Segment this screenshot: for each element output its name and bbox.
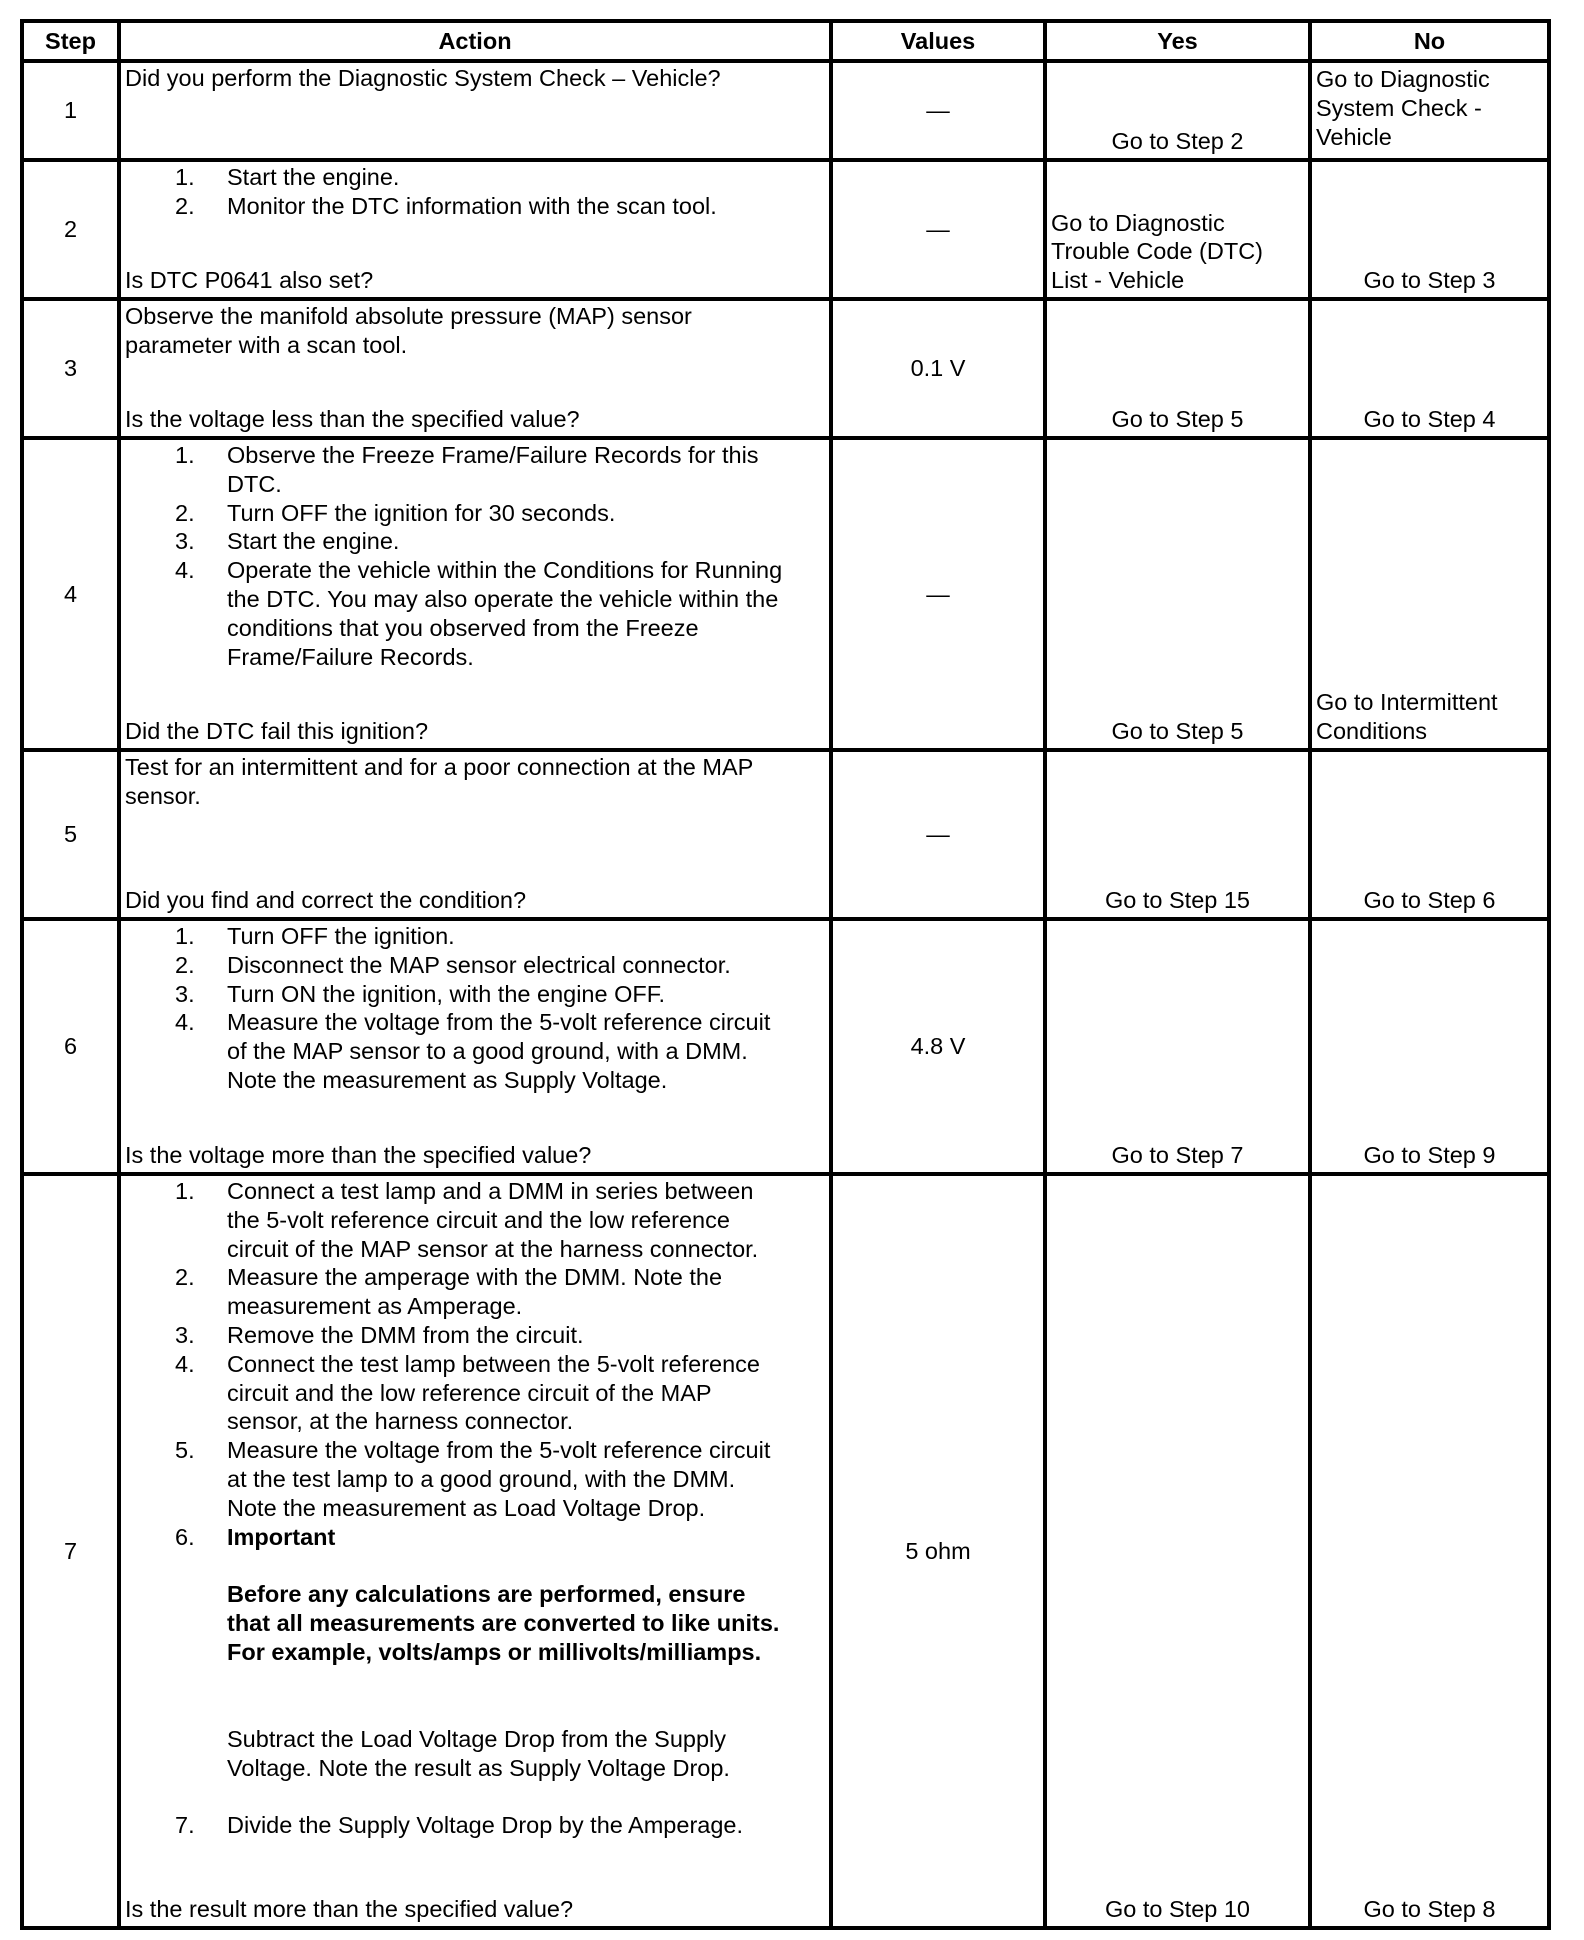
table-row [22, 750, 1549, 919]
table-row [22, 1174, 1549, 1928]
important-label: Important [227, 1523, 336, 1550]
step-number: 4 [22, 438, 119, 750]
action-question: Did you find and correct the condition? [125, 887, 527, 914]
step-number: 7 [22, 1174, 119, 1928]
action-text: Observe the manifold absolute pressure (MAP) sensor parameter with a scan tool. [125, 303, 692, 358]
table-row [22, 61, 1549, 160]
list-item: 1. Start the engine. [175, 164, 400, 190]
action-steps [125, 1177, 825, 1840]
no-cell: Go to Step 6 [1310, 750, 1549, 919]
list-item: 3. Remove the DMM from the circuit. [175, 1321, 584, 1348]
list-item: 2. Turn OFF the ignition for 30 seconds. [175, 499, 616, 526]
list-item: 2. Disconnect the MAP sensor electrical connector. [175, 951, 731, 978]
value-cell: 5 ohm [831, 1174, 1045, 1928]
header-no: No [1310, 21, 1549, 61]
list-item: 1. Turn OFF the ignition. [175, 923, 455, 949]
step-number: 6 [22, 919, 119, 1174]
yes-cell: Go to Step 5 [1045, 299, 1310, 438]
list-item: 7. Divide the Supply Voltage Drop by the Amperage. [175, 1812, 744, 1839]
action-cell [119, 750, 831, 919]
action-question: Is the voltage less than the specified value? [125, 406, 580, 433]
table-row [22, 299, 1549, 438]
no-line: Go to Diagnostic [1316, 66, 1490, 92]
no-cell: Go to Step 3 [1310, 160, 1549, 299]
action-question: Did the DTC fail this ignition? [125, 718, 429, 745]
step-number: 3 [22, 299, 119, 438]
important-note: Before any calculations are performed, ensure that all measurements are converted to like units. For example, volts/amps or millivolts/milliamps. [227, 1581, 780, 1665]
list-item: 2. Measure the amperage with the DMM. Note the measurement as Amperage. [175, 1264, 723, 1320]
list-item: 4. Measure the voltage from the 5-volt reference circuit of the MAP sensor to a good ground, with a DMM. Note the measurement as Supply Voltage. [175, 1009, 771, 1093]
no-cell: Go to Step 4 [1310, 299, 1549, 438]
value-cell: 4.8 V [831, 919, 1045, 1174]
list-item: 1. Observe the Freeze Frame/Failure Records for this DTC. [175, 442, 759, 497]
yes-cell: Go to Step 10 [1045, 1174, 1310, 1928]
no-line: Vehicle [1316, 123, 1392, 150]
diagnostic-table [20, 19, 1551, 1930]
yes-cell: Go to Step 2 [1045, 61, 1310, 160]
action-question: Is the result more than the specified value? [125, 1896, 574, 1923]
action-cell [119, 1174, 831, 1928]
list-item: 4. Connect the test lamp between the 5-volt reference circuit and the low reference circuit of the MAP sensor, at the harness connector. [175, 1350, 760, 1435]
action-cell [119, 919, 831, 1174]
list-item: 3. Start the engine. [175, 528, 400, 555]
action-text: Test for an intermittent and for a poor connection at the MAP sensor. [125, 754, 754, 809]
list-item: 1. Connect a test lamp and a DMM in series between the 5-volt reference circuit and the low reference circuit of the MAP sensor at the harness connector. [175, 1178, 759, 1262]
action-question: Is DTC P0641 also set? [125, 267, 374, 294]
action-cell [119, 299, 831, 438]
subtract-note: Subtract the Load Voltage Drop from the Supply Voltage. Note the result as Supply Voltage Drop. [227, 1725, 730, 1781]
header-action: Action [119, 21, 831, 61]
list-item: 2. Monitor the DTC information with the scan tool. [175, 192, 717, 219]
value-cell: — [831, 61, 1045, 160]
header-step: Step [22, 21, 119, 61]
yes-cell: Go to Step 7 [1045, 919, 1310, 1174]
no-cell: Go to Step 9 [1310, 919, 1549, 1174]
action-cell [119, 438, 831, 750]
table-row [22, 438, 1549, 750]
yes-cell: Go to Diagnostic Trouble Code (DTC) List - Vehicle [1045, 160, 1310, 299]
action-steps [125, 922, 825, 1095]
action-question: Did you perform the Diagnostic System Check – Vehicle? [125, 65, 721, 91]
list-item: 4. Operate the vehicle within the Conditions for Running the DTC. You may also operate the vehicle within the conditions that you observed from the Freeze Frame/Failure Records. [175, 557, 783, 670]
step-number: 2 [22, 160, 119, 299]
yes-cell: Go to Step 15 [1045, 750, 1310, 919]
action-cell [119, 61, 831, 160]
header-values: Values [831, 21, 1045, 61]
value-cell: — [831, 438, 1045, 750]
action-cell [119, 160, 831, 299]
table-row [22, 919, 1549, 1174]
no-cell: Go to Step 8 [1310, 1174, 1549, 1928]
yes-cell: Go to Step 5 [1045, 438, 1310, 750]
step-number: 1 [22, 61, 119, 160]
action-steps [125, 441, 825, 671]
header-row [22, 21, 1549, 61]
action-steps [125, 163, 825, 221]
value-cell: — [831, 160, 1045, 299]
header-yes: Yes [1045, 21, 1310, 61]
value-cell: 0.1 V [831, 299, 1045, 438]
list-item: 3. Turn ON the ignition, with the engine OFF. [175, 980, 666, 1007]
no-cell [1310, 61, 1549, 160]
value-cell: — [831, 750, 1045, 919]
no-line: System Check - [1316, 94, 1482, 121]
no-cell: Go to Intermittent Conditions [1310, 438, 1549, 750]
table-row [22, 160, 1549, 299]
action-question: Is the voltage more than the specified value? [125, 1142, 592, 1169]
list-item: 6. Important Before any calculations are performed, ensure that all measurements are converted to like units. For example, volts/amps or millivolts/milliamps. Subtract the Load Voltage Drop from the Supply Voltage. Note the result as Supply Voltage Drop. [125, 1523, 825, 1812]
step-number: 5 [22, 750, 119, 919]
list-item: 5. Measure the voltage from the 5-volt reference circuit at the test lamp to a good ground, with the DMM. Note the measurement as Load Voltage Drop. [175, 1437, 771, 1521]
